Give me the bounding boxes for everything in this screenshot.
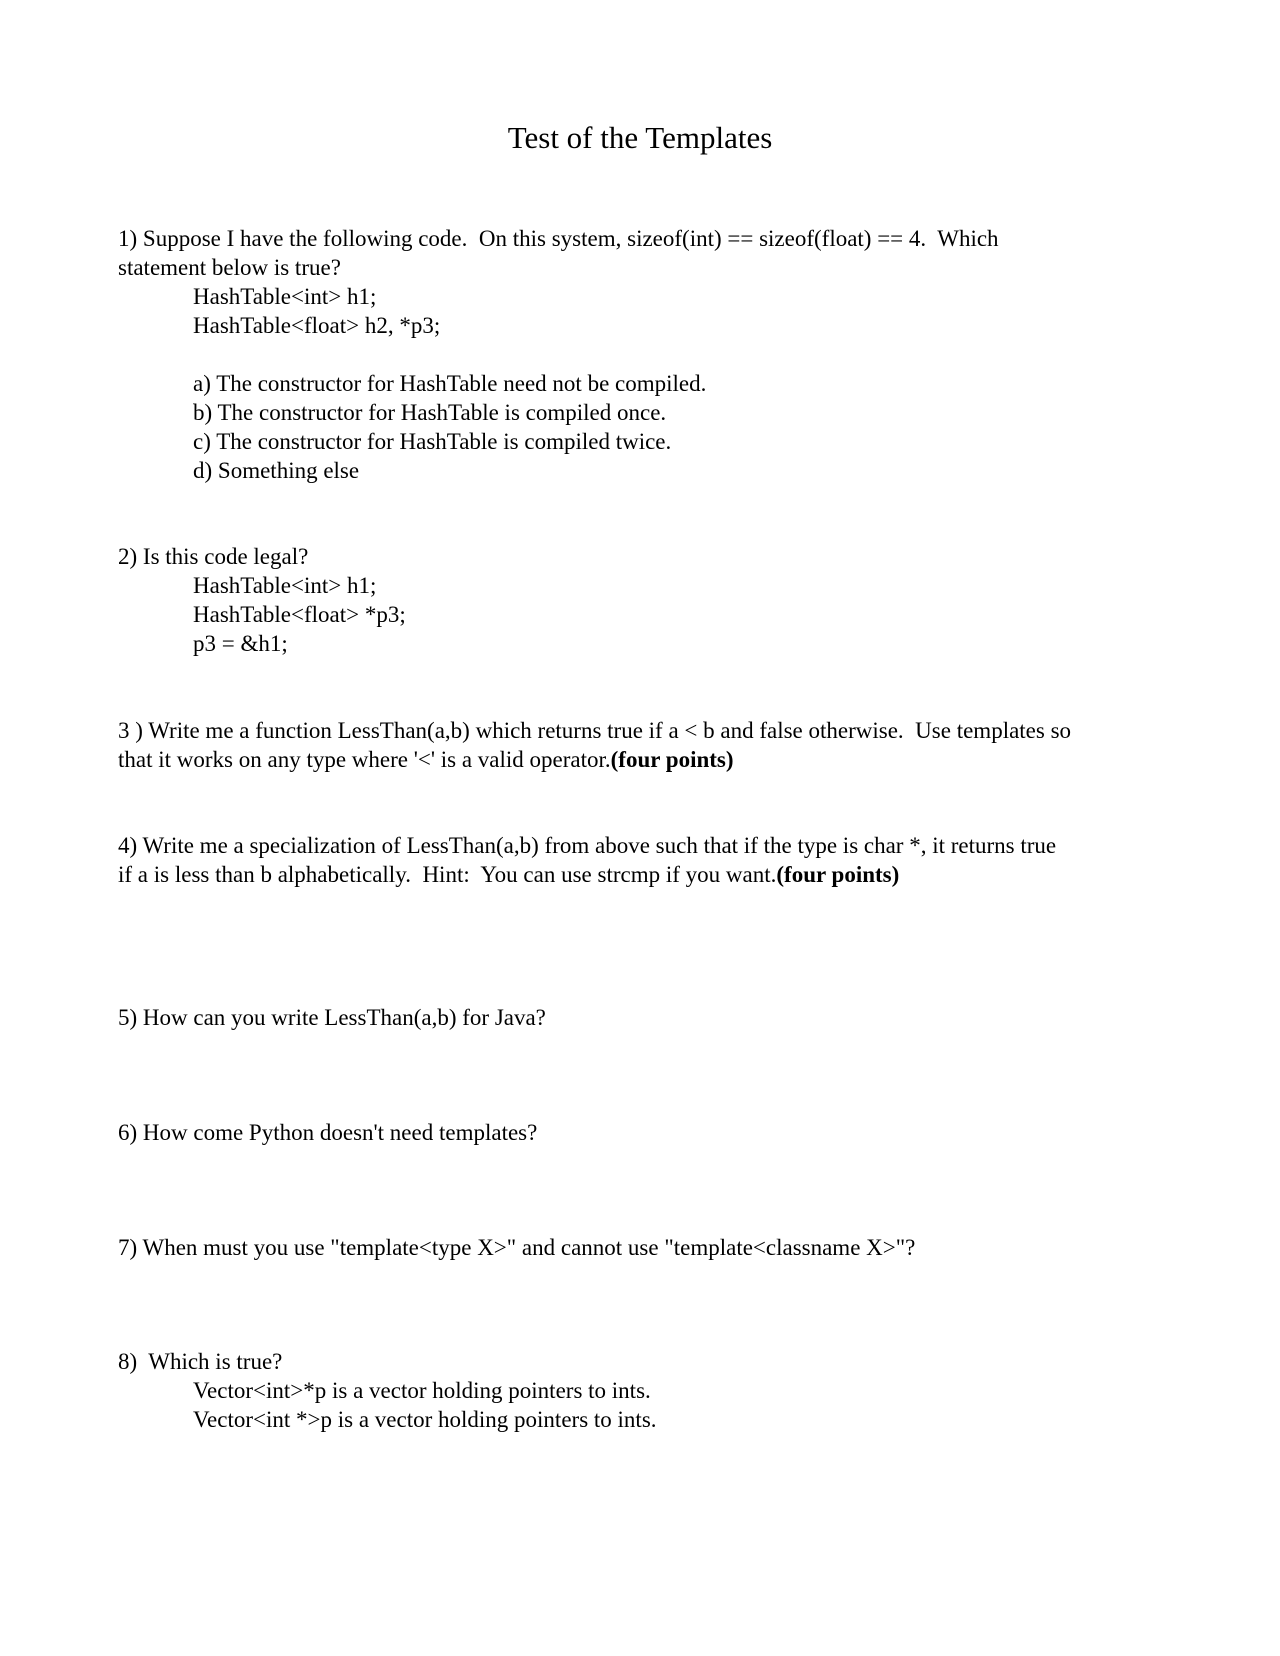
page-title: Test of the Templates (507, 120, 773, 155)
question-3-text-line-2: that it works on any type where '<' is a valid operator. (118, 747, 611, 772)
question-8-option-1: Vector<int>*p is a vector holding pointers to ints. (193, 1378, 651, 1403)
question-7-text: 7) When must you use "template<type X>" and cannot use "template<classname X>"? (118, 1235, 916, 1260)
question-2-code-line-2: HashTable<float> *p3; (193, 602, 406, 627)
question-6 (118, 1118, 1168, 1147)
question-2-code-line-1: HashTable<int> h1; (193, 573, 377, 598)
question-1-option-d: d) Something else (193, 458, 360, 483)
question-8-option-2: Vector<int *>p is a vector holding pointers to ints. (193, 1407, 657, 1432)
question-2 (118, 542, 1168, 658)
question-1-option-b: b) The constructor for HashTable is compiled once. (193, 400, 667, 425)
question-6-text: 6) How come Python doesn't need templates? (118, 1120, 538, 1145)
question-3-text-line-2-wrap (118, 745, 1168, 774)
question-5-text: 5) How can you write LessThan(a,b) for Java? (118, 1005, 546, 1030)
question-2-text: 2) Is this code legal? (118, 544, 309, 569)
question-4-points: (four points) (776, 862, 900, 887)
question-1-text-line-1: 1) Suppose I have the following code. On this system, sizeof(int) == sizeof(float) == 4. Which (118, 226, 999, 251)
question-2-code-line-3: p3 = &h1; (193, 631, 288, 656)
question-5 (118, 1003, 1168, 1032)
question-3-points: (four points) (610, 747, 734, 772)
question-8 (118, 1347, 1168, 1434)
question-1-code-line-1: HashTable<int> h1; (193, 284, 377, 309)
question-4-text-line-1: 4) Write me a specialization of LessThan(a,b) from above such that if the type is char *, it returns true (118, 833, 1057, 858)
question-3-text-line-1: 3 ) Write me a function LessThan(a,b) which returns true if a < b and false otherwise. Use templates so (118, 718, 1072, 743)
question-3 (118, 716, 1168, 774)
question-1-option-a: a) The constructor for HashTable need not be compiled. (193, 371, 707, 396)
question-1-code-line-2: HashTable<float> h2, *p3; (193, 313, 441, 338)
question-7 (118, 1233, 1168, 1262)
question-1-option-c: c) The constructor for HashTable is compiled twice. (193, 429, 672, 454)
question-1 (118, 224, 1168, 340)
question-4 (118, 831, 1168, 889)
question-4-text-line-2: if a is less than b alphabetically. Hint: You can use strcmp if you want. (118, 862, 777, 887)
question-1-text-line-2: statement below is true? (118, 255, 341, 280)
question-8-text: 8) Which is true? (118, 1349, 283, 1374)
question-4-text-line-2-wrap (118, 860, 1168, 889)
question-1-options (118, 369, 1168, 485)
